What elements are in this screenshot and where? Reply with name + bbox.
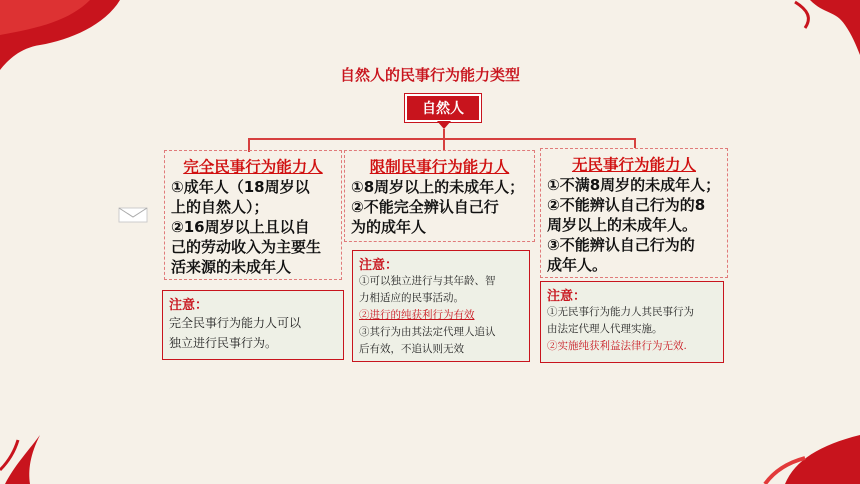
column-line: ②16周岁以上且以自	[171, 218, 310, 236]
note-line: ③其行为由其法定代理人追认	[359, 326, 496, 338]
ribbon-decoration-top-right	[790, 0, 860, 60]
connector-bar	[248, 138, 636, 140]
column-line: ②不能完全辨认自己行	[351, 198, 499, 216]
note-line: ①可以独立进行与其年龄、智	[359, 275, 496, 287]
note-text: 完全民事行为能力人可以	[169, 316, 302, 330]
note-label: 注意：	[169, 298, 209, 313]
note-line: ①无民事行为能力人其民事行为	[547, 306, 694, 318]
note-full-capacity	[162, 290, 344, 360]
column-line: ②不能辨认自己行为的8	[547, 196, 706, 214]
envelope-icon	[118, 207, 148, 223]
note-limited-capacity	[352, 250, 530, 362]
connector-right	[634, 138, 636, 148]
note-no-capacity	[540, 281, 724, 363]
note-line: ②实施纯获利益法律行为无效.	[547, 340, 687, 352]
page-title: 自然人的民事行为能力类型	[339, 66, 520, 84]
ribbon-decoration-top-left	[0, 0, 140, 70]
note-line: 后有效，不追认则无效	[359, 343, 464, 355]
column-line: 活来源的未成年人	[171, 258, 292, 276]
column-limited-capacity	[344, 150, 535, 242]
note-label: 注意：	[547, 289, 587, 304]
note-line	[169, 333, 337, 353]
note-label: 注意：	[359, 258, 399, 273]
column-line: ①成年人（18周岁以	[171, 178, 310, 196]
column-heading: 无民事行为能力人	[571, 156, 696, 174]
column-line: 上的自然人）；	[171, 198, 269, 216]
connector-mid	[443, 138, 445, 150]
column-line: ③不能辨认自己行为的	[547, 236, 695, 254]
column-line: 成年人。	[547, 256, 608, 274]
note-line	[169, 313, 337, 333]
column-line: ①8周岁以上的未成年人；	[351, 178, 525, 196]
column-line: ①不满8周岁的未成年人；	[547, 176, 721, 194]
note-line: 由法定代理人代理实施。	[547, 323, 663, 335]
ribbon-decoration-bottom-left	[0, 425, 70, 484]
column-line: 己的劳动收入为主要生	[171, 238, 322, 256]
column-heading: 完全民事行为能力人	[183, 158, 323, 176]
column-body	[345, 177, 534, 237]
column-no-capacity	[540, 148, 728, 278]
ribbon-decoration-bottom-right	[745, 400, 860, 484]
column-full-capacity	[164, 150, 342, 280]
column-line: 为的成年人	[351, 218, 427, 236]
root-node: 自然人	[405, 94, 481, 122]
note-line: 力相适应的民事活动。	[359, 292, 464, 304]
column-line: 周岁以上的未成年人。	[547, 216, 698, 234]
note-text: 独立进行民事行为。	[169, 336, 278, 350]
column-body	[541, 175, 727, 275]
root-node-pointer	[437, 121, 451, 129]
column-body	[165, 177, 341, 277]
column-heading: 限制民事行为能力人	[369, 158, 510, 176]
note-line: ②进行的纯获利行为有效	[359, 309, 475, 321]
